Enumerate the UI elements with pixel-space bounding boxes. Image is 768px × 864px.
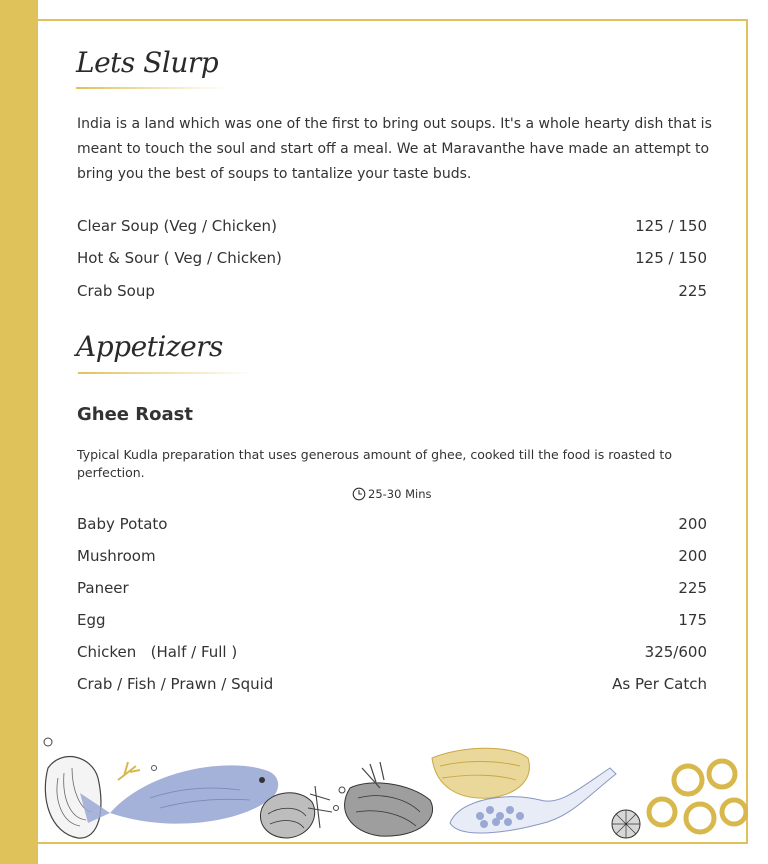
prep-time <box>352 487 431 501</box>
menu-item-price: 125 / 150 <box>635 249 707 267</box>
menu-item-price: 225 <box>678 282 707 300</box>
menu-item <box>77 279 707 303</box>
soups-intro: India is a land which was one of the first to bring out soups. It's a whole hearty dish that is meant to touch the soul and start off a meal. We at Maravanthe have made an attempt to bring you the best of soups to tantalize your taste buds. <box>77 116 712 182</box>
menu-item-name: Egg <box>77 611 106 629</box>
onion-rings-icon <box>649 761 746 832</box>
ghee-roast-description: Typical Kudla preparation that uses generous amount of ghee, cooked till the food is roasted to perfection. <box>77 447 672 480</box>
menu-item-name: Crab / Fish / Prawn / Squid <box>77 675 274 693</box>
menu-item-name: Chicken (Half / Full ) <box>77 643 238 661</box>
menu-item-name: Clear Soup (Veg / Chicken) <box>77 217 277 235</box>
menu-item-name: Mushroom <box>77 547 156 565</box>
menu-item-price: As Per Catch <box>612 675 707 693</box>
menu-item <box>77 512 707 536</box>
menu-item <box>77 640 707 664</box>
menu-item-name: Hot & Sour ( Veg / Chicken) <box>77 249 282 267</box>
menu-item <box>77 672 707 696</box>
herb-icon <box>118 762 157 780</box>
clock-icon <box>352 487 366 501</box>
prep-time-label: 25-30 Mins <box>368 487 432 501</box>
menu-item-price: 200 <box>678 547 707 565</box>
menu-item-price: 125 / 150 <box>635 217 707 235</box>
menu-item <box>77 544 707 568</box>
menu-item-name: Paneer <box>77 579 129 597</box>
menu-item-price: 200 <box>678 515 707 533</box>
section-title-soups: Lets Slurp <box>76 46 219 79</box>
lime-slice-icon <box>612 810 640 838</box>
menu-item-name: Crab Soup <box>77 282 155 300</box>
menu-item <box>77 608 707 632</box>
menu-item-price: 325/600 <box>644 643 707 661</box>
fish-steak-icon <box>260 762 432 838</box>
menu-item <box>77 576 707 600</box>
menu-item <box>77 214 707 238</box>
title-underline-appetizers <box>78 372 253 374</box>
ghee-roast-title: Ghee Roast <box>77 404 193 425</box>
seafood-illustration <box>40 728 748 844</box>
menu-item <box>77 246 707 270</box>
menu-item-price: 225 <box>678 579 707 597</box>
menu-item-price: 175 <box>678 611 707 629</box>
menu-item-name: Baby Potato <box>77 515 168 533</box>
section-title-appetizers: Appetizers <box>76 330 223 363</box>
fish-icon <box>80 765 278 823</box>
salmon-fillet-icon <box>432 748 529 798</box>
gold-side-strip <box>0 0 38 864</box>
title-underline-soups <box>76 87 226 89</box>
oyster-icon <box>44 738 101 838</box>
